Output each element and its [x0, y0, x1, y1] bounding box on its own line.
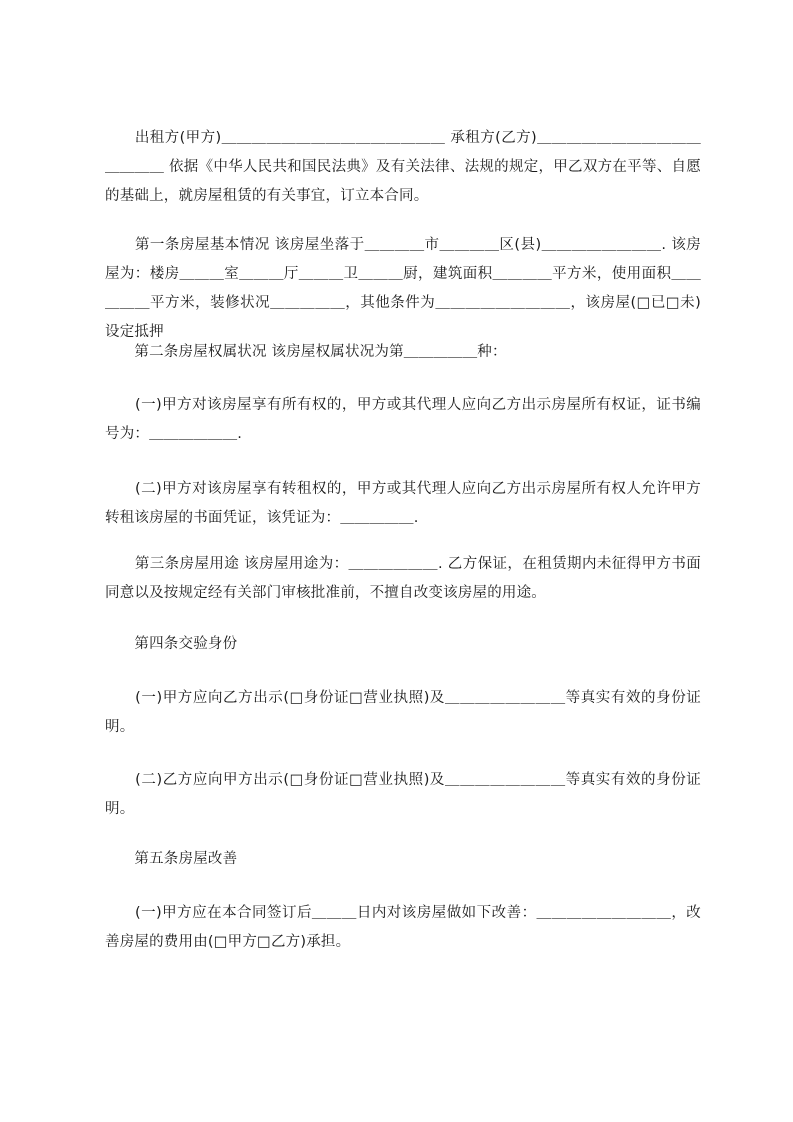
article-5-heading: 第五条房屋改善	[105, 851, 238, 867]
article-4-heading: 第四条交验身份	[105, 636, 238, 652]
article-4-clause-2: (二)乙方应向甲方出示(□身份证□营业执照)及＿＿＿＿＿＿＿＿等真实有效的身份证明。	[105, 772, 701, 817]
article-1-property-basics: 第一条房屋基本情况 该房屋坐落于＿＿＿＿市＿＿＿＿区(县)＿＿＿＿＿＿＿＿. 该房屋为：楼房＿＿＿室＿＿＿厅＿＿＿卫＿＿＿厨，建筑面积＿＿＿＿平方米，使用面积＿＿＿＿＿平方米，装修状况＿＿＿＿＿，其他条件为＿＿＿＿＿＿＿＿＿，该房屋(□已□未)设定抵押	[105, 237, 701, 340]
contract-preamble: 出租方(甲方)＿＿＿＿＿＿＿＿＿＿＿＿＿＿＿ 承租方(乙方)＿＿＿＿＿＿＿＿＿＿＿＿＿＿＿ 依据《中华人民共和国民法典》及有关法律、法规的规定，甲乙双方在平等、自愿的基础上，就房屋租赁的有关事宜，订立本合同。	[105, 130, 701, 204]
article-5-clause-1: (一)甲方应在本合同签订后＿＿＿日内对该房屋做如下改善：＿＿＿＿＿＿＿＿＿，改善房屋的费用由(□甲方□乙方)承担。	[105, 905, 701, 950]
article-2-clause-2: (二)甲方对该房屋享有转租权的，甲方或其代理人应向乙方出示房屋所有权人允许甲方转租该房屋的书面凭证，该凭证为：＿＿＿＿＿.	[105, 481, 701, 526]
article-4-clause-1: (一)甲方应向乙方出示(□身份证□营业执照)及＿＿＿＿＿＿＿＿等真实有效的身份证明。	[105, 690, 701, 735]
article-2-clause-1: (一)甲方对该房屋享有所有权的，甲方或其代理人应向乙方出示房屋所有权证，证书编号为：＿＿＿＿＿＿.	[105, 397, 701, 442]
article-2-ownership-status: 第二条房屋权属状况 该房屋权属状况为第＿＿＿＿＿种：	[105, 344, 507, 360]
article-3-property-use: 第三条房屋用途 该房屋用途为：＿＿＿＿＿＿. 乙方保证，在租赁期内未征得甲方书面同意以及按规定经有关部门审核批准前，不擅自改变该房屋的用途。	[105, 556, 701, 601]
